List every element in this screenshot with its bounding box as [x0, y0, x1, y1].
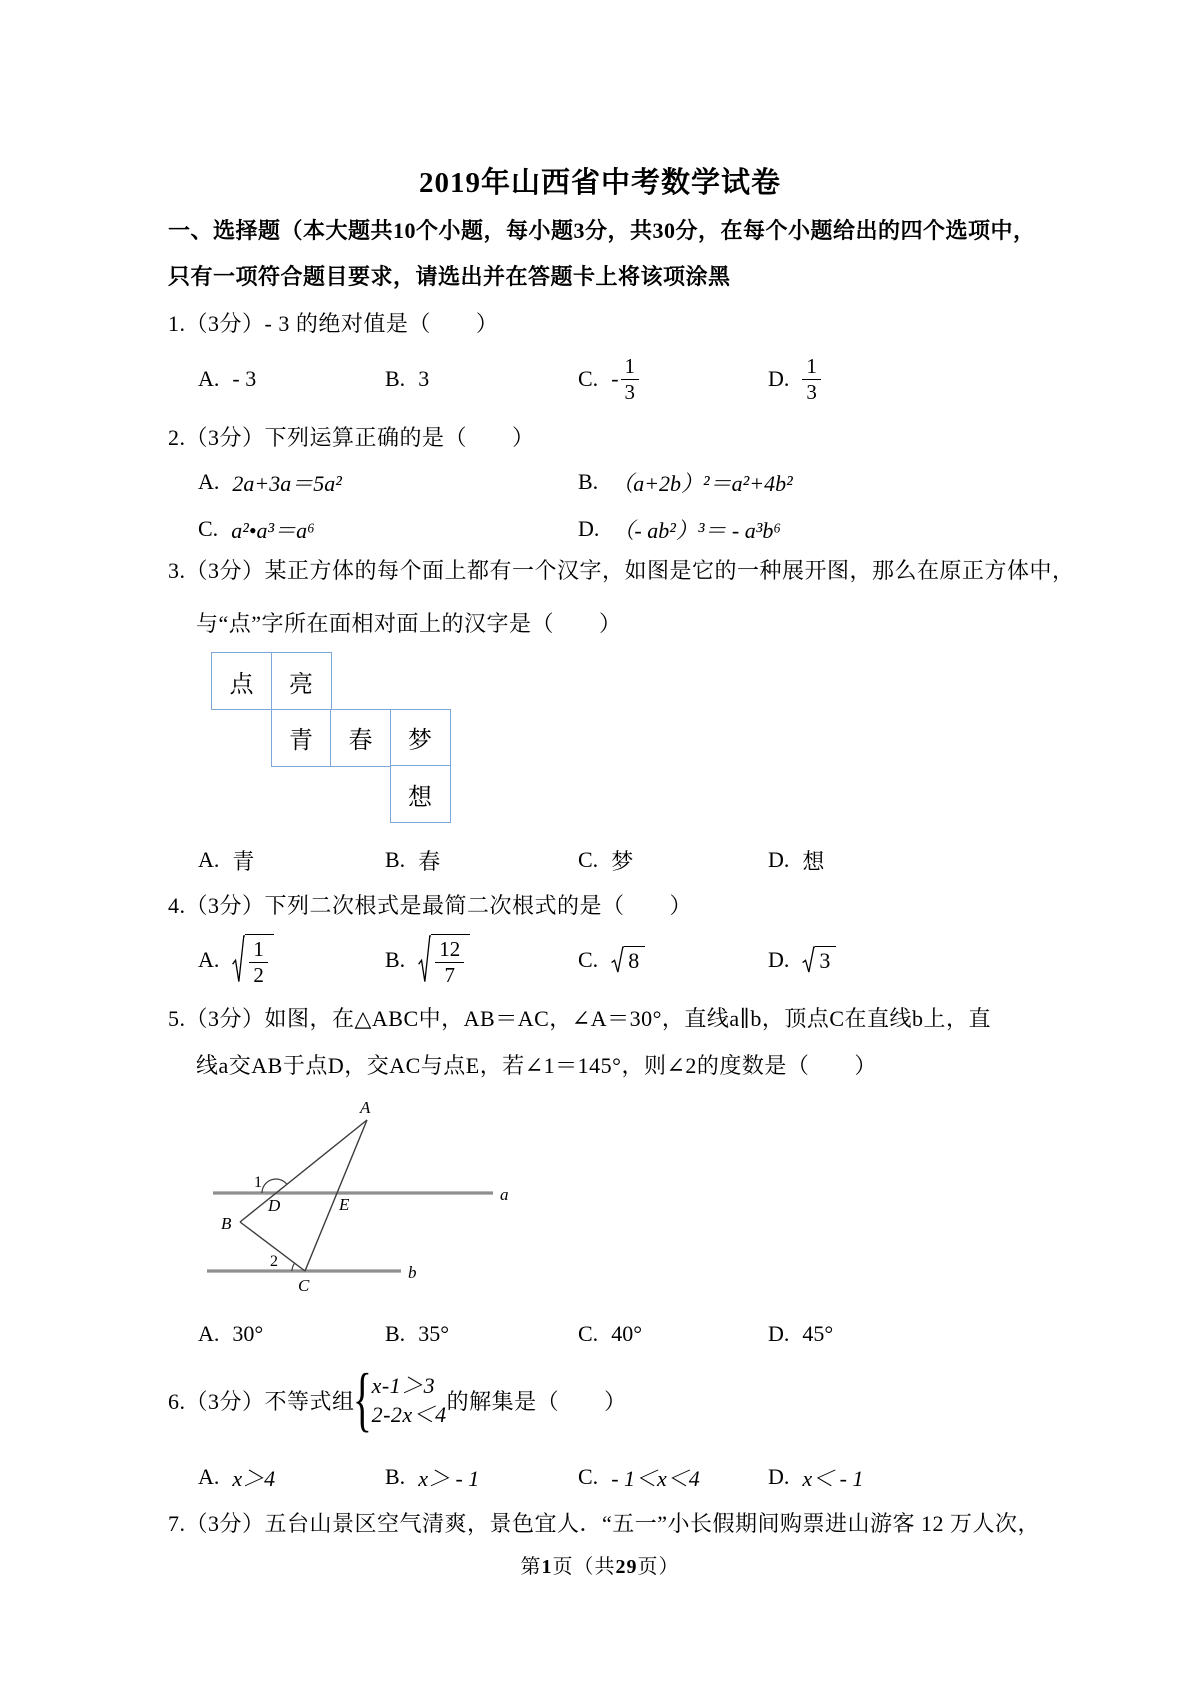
q6-suffix: 的解集是（ ） — [446, 1388, 627, 1414]
option-label: C. — [578, 1464, 599, 1489]
fraction — [621, 355, 640, 402]
option-label: C. — [578, 847, 599, 872]
question-6-stem — [168, 1359, 627, 1440]
option-label: D. — [578, 516, 600, 541]
question-5-stem-line1: 5.（3分）如图，在△ABC中，AB＝AC，∠A＝30°，直线a∥b，顶点C在直线b上，直 — [168, 1006, 991, 1031]
radicand: 3 — [815, 946, 836, 974]
fraction-denominator: 2 — [253, 962, 264, 987]
radical-sign — [418, 934, 431, 985]
fraction-numerator: 12 — [435, 938, 464, 962]
option-value: x＞ - 1 — [418, 1465, 480, 1491]
question-3-stem-line2: 与“点”字所在面相对面上的汉字是（ ） — [196, 611, 622, 636]
radicand — [431, 934, 470, 985]
option-label: B. — [385, 1464, 406, 1489]
option-label: B. — [385, 947, 406, 972]
q4-option-c — [578, 928, 645, 992]
net-cell: 亮 — [271, 652, 332, 710]
radicand: 8 — [624, 946, 645, 974]
q6-option-c — [578, 1462, 700, 1492]
label-angle-2: 2 — [270, 1253, 278, 1270]
option-label: A. — [198, 847, 220, 872]
q2-option-d — [578, 514, 781, 544]
fraction-numerator: 1 — [802, 355, 821, 379]
page-title: 2019年山西省中考数学试卷 — [418, 167, 781, 199]
label-D: D — [268, 1196, 281, 1215]
q6-option-d — [768, 1462, 863, 1492]
option-value: 梦 — [611, 848, 634, 874]
option-label: B. — [385, 366, 406, 391]
option-value: （- ab²）³＝ - a³b⁶ — [612, 517, 781, 543]
option-value: x＞4 — [232, 1465, 276, 1491]
option-value: 40° — [611, 1321, 642, 1346]
net-cell: 点 — [211, 652, 272, 710]
option-value: - 1＜x＜4 — [611, 1465, 700, 1491]
label-line-b: b — [408, 1263, 417, 1282]
option-label: C. — [578, 947, 599, 972]
footer-page-number: 1 — [541, 1556, 553, 1578]
option-value: 想 — [802, 848, 825, 874]
page-footer — [0, 1550, 1200, 1579]
fraction — [802, 355, 821, 402]
inequality-2: 2-2x＜4 — [371, 1401, 447, 1427]
q5-option-b — [385, 1319, 449, 1349]
option-value: （a+2b）²＝a²+4b² — [611, 470, 793, 496]
section-intro-line1: 一、选择题（本大题共10个小题，每小题3分，共30分，在每个小题给出的四个选项中， — [168, 218, 1036, 243]
fraction-numerator: 1 — [621, 355, 640, 379]
question-4-options — [0, 928, 1200, 992]
cube-net-figure — [211, 652, 471, 832]
option-value: a²•a³＝a⁶ — [231, 517, 315, 543]
q5-option-d — [768, 1319, 833, 1349]
label-E: E — [339, 1195, 350, 1214]
fraction — [435, 938, 464, 985]
q4-option-b — [385, 928, 470, 992]
option-value: 30° — [232, 1321, 264, 1346]
footer-text: 页） — [637, 1556, 680, 1578]
option-label: C. — [198, 516, 219, 541]
net-cell: 青 — [271, 709, 332, 767]
q1-option-a — [198, 352, 256, 406]
question-1-stem: 1.（3分）- 3 的绝对值是（ ） — [168, 311, 499, 336]
q2-option-a — [198, 467, 342, 497]
q6-prefix: 6.（3分）不等式组 — [168, 1388, 355, 1414]
footer-text: 第 — [520, 1556, 542, 1578]
minus-sign: - — [611, 366, 619, 391]
q3-option-d — [768, 845, 824, 875]
square-root — [611, 946, 645, 974]
option-value: 45° — [802, 1321, 834, 1346]
question-2-options-row2 — [0, 514, 1200, 544]
system-rows — [372, 1373, 447, 1428]
option-value: x＜ - 1 — [802, 1465, 864, 1491]
fraction-denominator: 3 — [806, 379, 817, 404]
question-2-stem: 2.（3分）下列运算正确的是（ ） — [168, 425, 535, 450]
q3-option-c — [578, 845, 633, 875]
section-intro-line2: 只有一项符合题目要求，请选出并在答题卡上将该项涂黑 — [168, 264, 731, 289]
option-label: C. — [578, 366, 599, 391]
option-value: 35° — [418, 1321, 449, 1346]
option-label: D. — [768, 847, 790, 872]
question-5-options — [0, 1319, 1200, 1349]
radical-sign — [611, 946, 624, 974]
option-label: A. — [198, 366, 220, 391]
q5-option-a — [198, 1319, 263, 1349]
label-A: A — [360, 1098, 371, 1117]
square-root — [232, 934, 274, 985]
question-4-stem: 4.（3分）下列二次根式是最简二次根式的是（ ） — [168, 893, 693, 918]
left-brace: { — [352, 1359, 372, 1440]
footer-text: 页（共 — [552, 1556, 616, 1578]
net-cell: 想 — [390, 765, 451, 823]
option-label: A. — [198, 947, 220, 972]
q5-option-c — [578, 1319, 642, 1349]
option-label: D. — [768, 1321, 790, 1346]
label-angle-1: 1 — [254, 1174, 262, 1191]
radicand — [245, 934, 274, 985]
label-line-a: a — [500, 1185, 509, 1204]
question-2-options-row1 — [0, 467, 1200, 497]
inequality-1: x-1＞3 — [371, 1372, 436, 1398]
label-C: C — [298, 1276, 310, 1295]
option-value: 2a+3a＝5a² — [232, 470, 342, 496]
geometry-diagram — [195, 1098, 525, 1303]
q4-option-a — [198, 928, 274, 992]
radical-sign — [232, 934, 245, 985]
option-label: D. — [768, 366, 790, 391]
q1-option-b — [385, 352, 429, 406]
fraction-denominator: 7 — [444, 962, 455, 987]
question-5-stem-line2: 线a交AB于点D，交AC与点E，若∠1＝145°，则∠2的度数是（ ） — [196, 1053, 877, 1078]
question-7-stem: 7.（3分）五台山景区空气清爽，景色宜人．“五一”小长假期间购票进山游客 12 万人次， — [168, 1511, 1041, 1536]
option-label: A. — [198, 469, 220, 494]
radical-sign — [802, 946, 815, 974]
square-root — [418, 934, 470, 985]
option-value: - 3 — [232, 366, 257, 391]
q6-option-a — [198, 1462, 275, 1492]
option-label: B. — [385, 1321, 406, 1346]
label-B: B — [221, 1214, 232, 1233]
question-3-options — [0, 845, 1200, 875]
option-value: 春 — [418, 848, 441, 874]
q2-option-b — [578, 467, 793, 497]
q1-option-d — [768, 352, 821, 406]
fraction-denominator: 3 — [624, 379, 636, 404]
net-cell: 梦 — [390, 709, 451, 767]
square-root — [802, 946, 836, 974]
segment-CA — [305, 1120, 367, 1271]
q3-option-a — [198, 845, 254, 875]
option-label: A. — [198, 1464, 220, 1489]
question-6-options — [0, 1462, 1200, 1492]
q6-option-b — [385, 1462, 479, 1492]
option-label: D. — [768, 1464, 790, 1489]
question-3-stem-line1: 3.（3分）某正方体的每个面上都有一个汉字，如图是它的一种展开图，那么在原正方体中， — [168, 558, 1075, 583]
q1-option-c — [578, 352, 639, 406]
option-value: 青 — [232, 848, 255, 874]
q2-option-c — [198, 514, 315, 544]
option-value: 3 — [418, 366, 430, 391]
option-label: A. — [198, 1321, 220, 1346]
footer-total-pages: 29 — [615, 1556, 638, 1578]
fraction — [249, 938, 268, 985]
angle-1-arc — [262, 1179, 287, 1193]
option-label: D. — [768, 947, 790, 972]
option-label: B. — [385, 847, 406, 872]
question-1-options — [0, 352, 1200, 406]
inequality-system — [352, 1359, 447, 1440]
fraction-numerator: 1 — [249, 938, 268, 962]
q4-option-d — [768, 928, 836, 992]
q3-option-b — [385, 845, 440, 875]
option-label: C. — [578, 1321, 599, 1346]
option-label: B. — [578, 469, 599, 494]
net-cell: 春 — [330, 709, 391, 767]
